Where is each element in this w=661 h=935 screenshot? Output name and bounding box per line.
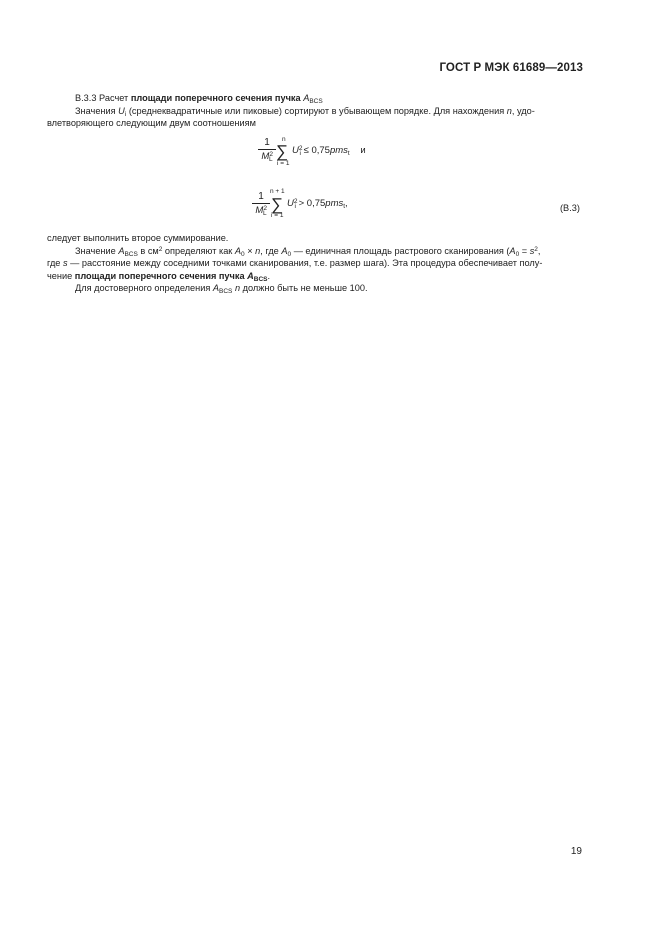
paragraph-3: Значение $A_{BCS}$ в $см^2$ определяют как $A_0 \times n$, где $A_0$ — единичная площадь растрового сканирования ($A_0 = s^2$, [75,245,541,258]
section-heading: B.3.3 Расчет площади поперечного сечения пучка $A_{BCS}$ [75,93,323,105]
equation-number: (B.3) [560,203,580,213]
formula-2-fraction: 1 $M^2_L$ [252,191,270,216]
formula-2-sum-icon: ∑ [271,195,284,214]
page-number: 19 [570,846,582,857]
paragraph-2: следует выполнить второе суммирование. [47,233,229,243]
section-number: B.3.3 [75,93,97,103]
paragraph-3-line-3: чение площади поперечного сечения пучка $A_{BCS}$. [47,270,271,283]
paragraphs-after [47,232,583,295]
formula-1-fraction: 1 $M^2_L$ [258,137,276,162]
standard-header: ГОСТ Р МЭК 61689—2013 [439,62,583,74]
paragraph-1-line-2: влетворяющего следующим двум соотношениям [47,118,256,128]
paragraph-3-line-2: где s — расстояние между соседними точками сканирования, т.е. размер шага). Эта процедура обеспечивает полу- [47,258,543,268]
formula-1-expression: $U^2_i \le 0,75pms_t$ и [292,145,366,157]
section-title: площади поперечного сечения пучка [130,93,301,103]
formula-1-sum-icon: ∑ [276,142,289,161]
section-b33 [47,92,583,130]
formula-2-expression: $U^2_i > 0,75pms_t$, [287,198,348,210]
paragraph-1: Значения $U_i$ (среднеквадратичные или пиковые) сортируют в убывающем порядке. Для нахождения n, удо- [75,105,535,118]
paragraph-4: Для достоверного определения $A_{BCS}$ n должно быть не меньше 100. [75,283,368,295]
